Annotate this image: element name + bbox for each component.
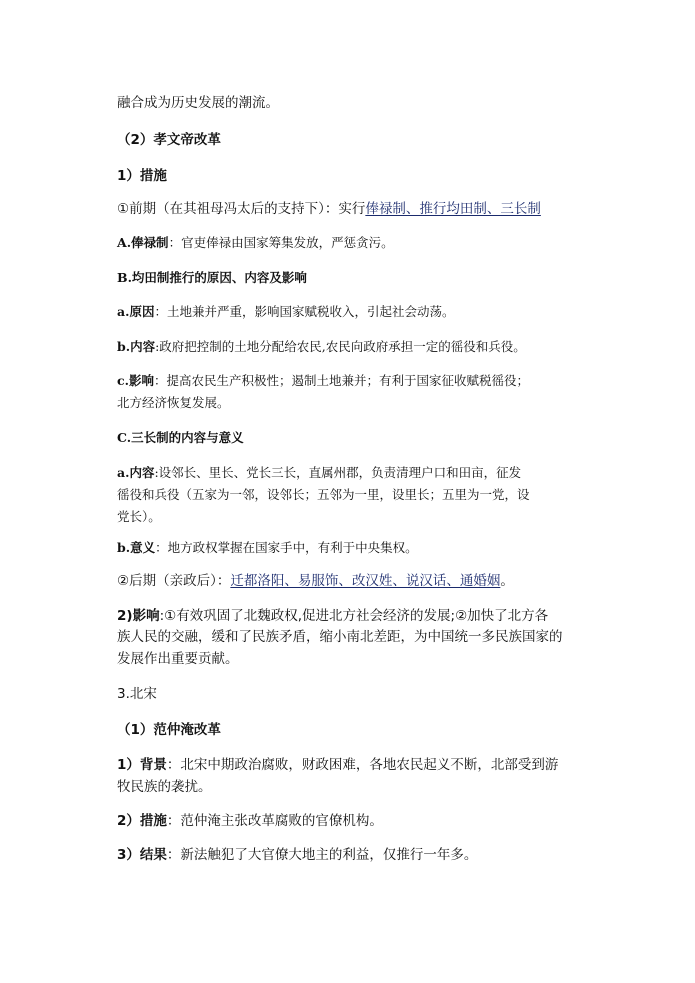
text-line [117, 538, 418, 558]
term-label: 1）背景 [117, 757, 167, 773]
text-span: ：北宋中期政治腐败，财政困难，各地农民起义不断，北部受到游 [166, 757, 559, 773]
text-span: :政府把控制的土地分配给农民,农民向政府承担一定的徭役和兵役。 [155, 339, 526, 354]
term-label: 2）措施 [117, 813, 167, 829]
text-line: 徭役和兵役（五家为一邻，设邻长；五邻为一里，设里长；五里为一党，设 [117, 487, 530, 502]
text-line: 族人民的交融，缓和了民族矛盾，缩小南北差距，为中国统一多民族国家的 [117, 629, 563, 645]
subsection-heading: 1）措施 [117, 168, 167, 184]
text-span: ：官吏俸禄由国家筹集发放，严惩贪污。 [168, 235, 394, 250]
text-span: :①有效巩固了北魏政权,促进北方社会经济的发展;②加快了北方各 [159, 608, 549, 624]
term-label: c.影响 [117, 373, 154, 388]
text-line: 北方经济恢复发展。 [117, 395, 230, 410]
text-line: 发展作出重要贡献。 [117, 651, 239, 667]
text-line [117, 337, 526, 357]
term-label: b.意义 [117, 540, 156, 555]
text-line [117, 463, 521, 483]
text-line: 融合成为历史发展的潮流。 [117, 95, 279, 111]
section-heading: （1）范仲淹改革 [117, 722, 221, 738]
term-label: a.原因 [117, 304, 155, 319]
text-span: ①前期（在其祖母冯太后的支持下）：实行 [117, 201, 366, 217]
text-span: :设邻长、里长、党长三长，直属州郡，负责清理户口和田亩，征发 [154, 465, 522, 480]
term-label: b.内容 [117, 339, 156, 354]
text-line [117, 571, 514, 591]
text-line: 牧民族的袭扰。 [117, 779, 212, 795]
subsection-heading: B.均田制推行的原因、内容及影响 [117, 270, 307, 285]
text-line [117, 606, 548, 626]
text-line: 党长）。 [117, 509, 161, 524]
text-line [117, 233, 394, 253]
text-span: ：提高农民生产积极性；遏制土地兼并；有利于国家征收赋税徭役； [153, 373, 529, 388]
text-span: ：地方政权掌握在国家手中，有利于中央集权。 [155, 540, 418, 555]
text-span: 。 [500, 573, 514, 589]
text-line [117, 199, 541, 219]
underlined-text: 迁都洛阳、易服饰、改汉姓、说汉话、通婚姻 [230, 573, 501, 589]
section-heading: 3.北宋 [117, 686, 157, 702]
text-span: ：土地兼并严重，影响国家赋税收入，引起社会动荡。 [154, 304, 455, 319]
text-span: ：新法触犯了大官僚大地主的利益，仅推行一年多。 [166, 847, 478, 863]
section-heading: （2）孝文帝改革 [117, 132, 221, 148]
text-line [117, 755, 558, 775]
text-span: ②后期（亲政后）： [117, 573, 231, 589]
text-line [117, 811, 383, 831]
text-line [117, 371, 529, 391]
term-label: 2)影响 [117, 608, 160, 624]
term-label: a.内容 [117, 465, 155, 480]
text-span: ：范仲淹主张改革腐败的官僚机构。 [166, 813, 383, 829]
subsection-heading: C.三长制的内容与意义 [117, 430, 244, 445]
term-label: A.俸禄制 [117, 235, 169, 250]
term-label: 3）结果 [117, 847, 167, 863]
underlined-text: 俸禄制、推行均田制、三长制 [365, 201, 541, 217]
text-line [117, 845, 477, 865]
text-line [117, 302, 454, 322]
